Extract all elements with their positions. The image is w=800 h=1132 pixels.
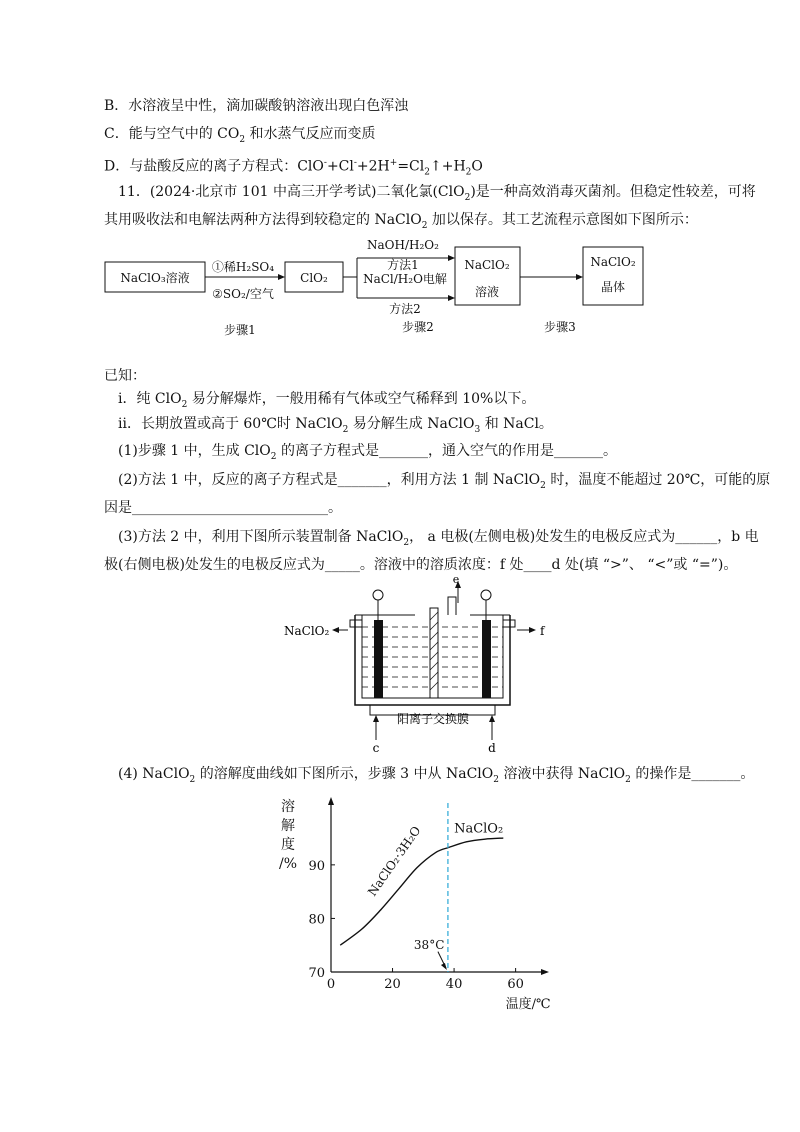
x-axis-label: 温度/℃: [505, 997, 551, 1012]
electrode-b: [482, 620, 491, 698]
flow-method2-reagent: NaCl/H₂O电解: [363, 272, 447, 286]
question-1: (1)步骤 1 中，生成 ClO$_2$ 的离子方程式是_______，通入空气的作用是_______。: [118, 443, 617, 462]
option-d: D．与盐酸反应的离子方程式：$ClO^-+Cl^-+2H^+=Cl_2↑+H_2O$: [104, 158, 483, 178]
flow-method1-label: 方法1: [387, 258, 419, 272]
x-tick-label: 60: [507, 977, 524, 992]
y-axis-label-part: 溶: [281, 799, 295, 815]
flow-box1-label: NaClO₃溶液: [120, 271, 190, 285]
membrane-label: 阳离子交换膜: [396, 712, 470, 726]
flow-arrow1-top: ①稀H₂SO₄: [211, 260, 275, 274]
question-3-line2: 极(右侧电极)处发生的电极反应式为_____。溶液中的溶质浓度：f 处____d 处(填 “>”、 “<”或 “=”)。: [104, 557, 738, 573]
series-anhydrous-label: NaClO₂: [454, 821, 504, 837]
question-11-line1: 11．(2024·北京市 101 中高三开学考试)二氧化氯(ClO$_2$)是一种高效消毒灭菌剂。但稳定性较差，可将: [118, 184, 756, 203]
flow-step3: 步骤3: [544, 320, 576, 334]
flow-box4-bottom: 晶体: [600, 280, 626, 294]
inlet-c-label: c: [372, 741, 380, 755]
outlet-e-label: e: [452, 575, 460, 586]
y-tick-label: 80: [308, 912, 325, 928]
y-axis-label-part: 解: [281, 818, 295, 834]
annotation-arrowhead: [441, 963, 447, 970]
series-trihydrate-label: NaClO₂·3H₂O: [365, 823, 424, 899]
outlet-f-label: f: [540, 624, 545, 638]
known-i: ⅰ．纯 ClO$_2$ 易分解爆炸，一般用稀有气体或空气稀释到 10%以下。: [118, 391, 536, 410]
question-11-line2: 其用吸收法和电解法两种方法得到较稳定的 NaClO$_2$ 加以保存。其工艺流程示意图如下图所示：: [104, 212, 698, 231]
x-tick-label: 40: [445, 977, 463, 992]
process-flow-diagram: [0, 230, 800, 340]
series-anhydrous-line: [448, 838, 503, 848]
flow-step2: 步骤2: [402, 320, 434, 334]
known-title: 已知：: [104, 368, 146, 384]
flow-box3-top: NaClO₂: [464, 258, 510, 272]
flow-box4-top: NaClO₂: [590, 255, 636, 269]
known-ii: ⅱ．长期放置或高于 60℃时 NaClO$_2$ 易分解生成 NaClO$_3$ 和 NaCl。: [118, 416, 553, 435]
x-tick-label: 20: [384, 977, 401, 992]
flow-box2-label: ClO₂: [300, 271, 328, 285]
question-3-line1: (3)方法 2 中，利用下图所示装置制备 NaClO$_2$， a 电极(左侧电极)处发生的电极反应式为______，b 电: [118, 529, 759, 548]
flow-box3-bottom: 溶液: [474, 285, 500, 299]
y-tick-label: 90: [308, 858, 325, 874]
outlet-naclo2-label: NaClO₂: [284, 624, 330, 638]
y-axis-label-part: 度: [281, 837, 295, 853]
flow-step1: 步骤1: [224, 323, 256, 337]
y-axis-label-part: /%: [278, 856, 298, 872]
electrolysis-apparatus-diagram: [270, 575, 570, 760]
electrode-a: [374, 620, 383, 698]
option-c: C．能与空气中的 $CO_2$ 和水蒸气反应而变质: [104, 126, 376, 145]
question-2-line1: (2)方法 1 中，反应的离子方程式是_______，利用方法 1 制 NaClO$_2$ 时，温度不能超过 20℃，可能的原: [118, 472, 771, 491]
y-axis-arrow: [328, 797, 334, 805]
x-tick-label: 0: [326, 977, 336, 992]
option-b: B．水溶液呈中性，滴加碳酸钠溶液出现白色浑浊: [104, 98, 409, 114]
flow-arrow1-bottom: ②SO₂/空气: [212, 287, 274, 301]
y-tick-label: 70: [308, 966, 325, 981]
flow-method1-reagent: NaOH/H₂O₂: [367, 238, 439, 252]
inlet-d-label: d: [488, 741, 496, 755]
question-2-line2: 因是____________________________。: [104, 500, 342, 516]
solubility-chart: [270, 795, 570, 1025]
x-axis-arrow: [541, 969, 549, 975]
annotation-label: 38°C: [413, 937, 445, 952]
flow-method2-label: 方法2: [389, 302, 421, 316]
question-4: (4) NaClO$_2$ 的溶解度曲线如下图所示，步骤 3 中从 NaClO$_2$ 溶液中获得 NaClO$_2$ 的操作是_______。: [118, 766, 755, 785]
